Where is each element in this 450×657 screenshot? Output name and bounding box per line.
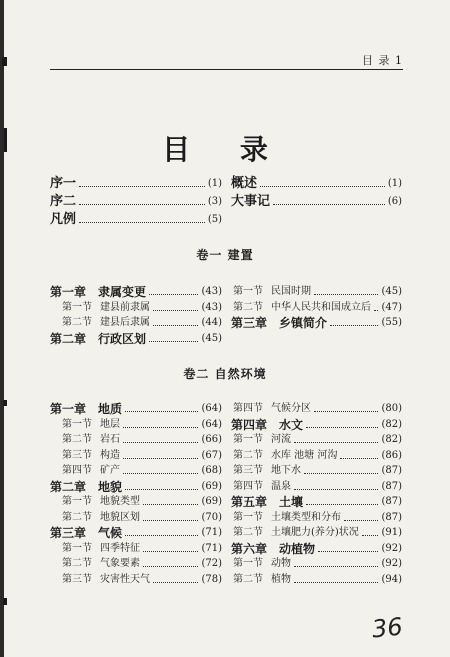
entry-label — [233, 525, 359, 541]
dot-leader — [294, 566, 378, 567]
dot-leader — [273, 204, 385, 205]
entry-number: 第二节 — [62, 511, 92, 523]
section-entry — [231, 448, 402, 464]
chapter-entry — [50, 331, 222, 347]
entry-number: 第一节 — [233, 286, 263, 297]
dot-leader — [143, 551, 198, 552]
section-entry — [50, 541, 222, 557]
dot-leader — [314, 411, 378, 412]
page-number: (87) — [381, 465, 402, 476]
section-entry — [231, 284, 402, 300]
entry-title: 土壤类型和分布 — [271, 511, 341, 523]
section-entry — [231, 479, 402, 495]
entry-title: 隶属变更 — [98, 285, 147, 299]
page-number: (45) — [381, 286, 402, 297]
entry-title: 水文 — [279, 417, 304, 432]
entry-title: 地貌 — [98, 479, 123, 494]
page-number: (92) — [381, 558, 402, 569]
chapter-entry — [50, 401, 222, 417]
dot-leader — [143, 566, 198, 567]
dot-leader — [123, 442, 198, 443]
page-number: (69) — [201, 480, 222, 492]
page-number: (5) — [207, 214, 222, 225]
dot-leader — [260, 186, 385, 187]
entry-label — [233, 572, 291, 588]
section-entry — [231, 525, 402, 541]
entry-title: 动植物 — [279, 541, 316, 556]
front-matter-entry — [50, 194, 222, 210]
page-number: (44) — [201, 317, 222, 328]
page-number: (82) — [381, 418, 402, 430]
dot-leader — [374, 310, 378, 311]
entry-number: 第二节 — [62, 558, 92, 569]
entry-label — [62, 510, 140, 526]
page-number: (64) — [201, 418, 222, 430]
scan-artifact-mark — [2, 57, 7, 66]
entry-label — [233, 510, 341, 526]
entry-label — [50, 479, 122, 495]
entry-label — [233, 556, 291, 572]
page-number: (72) — [201, 558, 222, 569]
chapter-entry — [50, 479, 222, 495]
entry-title: 矿产 — [100, 465, 120, 476]
section-entry — [50, 300, 222, 316]
entry-number: 第二章 — [50, 479, 87, 494]
chapter-entry — [50, 284, 222, 300]
page-number: (6) — [387, 196, 402, 207]
entry-label — [50, 331, 146, 347]
entry-number: 第四节 — [62, 465, 92, 476]
section-entry — [231, 300, 402, 316]
entry-number: 第一节 — [233, 511, 263, 523]
page-number: (82) — [381, 434, 402, 445]
dot-leader — [125, 411, 198, 412]
page-number: (94) — [381, 573, 402, 585]
entry-title: 地层 — [100, 418, 120, 430]
page-number: (55) — [381, 317, 402, 328]
entry-label — [62, 572, 150, 588]
entry-title: 气候 — [98, 526, 123, 540]
entry-number: 第三节 — [233, 465, 263, 476]
entry-label — [231, 194, 270, 210]
volume-title-1: 卷一 建置 — [196, 248, 254, 262]
section-entry — [231, 432, 402, 448]
entry-title: 凡例 — [50, 212, 77, 227]
entry-title: 民国时期 — [271, 286, 311, 297]
dot-leader — [294, 489, 378, 490]
dot-leader — [123, 458, 198, 459]
dot-leader — [306, 427, 378, 428]
scan-artifact-mark — [3, 598, 7, 605]
entry-title: 植物 — [271, 573, 291, 585]
section-entry — [50, 494, 222, 510]
entry-number: 第二节 — [62, 317, 92, 328]
dot-leader — [314, 294, 378, 295]
page-number: (87) — [381, 511, 402, 523]
entry-title: 建县前隶属 — [100, 301, 150, 313]
entry-title: 土壤肥力(养分)状况 — [271, 527, 359, 538]
entry-number: 第三节 — [62, 449, 92, 461]
page-number: (87) — [381, 480, 402, 492]
section-entry — [231, 401, 402, 417]
entry-title: 行政区划 — [98, 331, 147, 346]
dot-leader — [294, 582, 378, 583]
entry-title: 土壤 — [279, 495, 304, 509]
entry-label — [231, 315, 327, 331]
entry-label — [50, 525, 122, 541]
header-rule — [50, 69, 403, 70]
entry-label — [231, 541, 315, 557]
section-entry — [50, 572, 222, 588]
entry-label — [233, 463, 301, 479]
entry-title: 大事记 — [231, 194, 271, 209]
page-number: (66) — [201, 434, 222, 445]
chapter-entry — [231, 315, 402, 331]
entry-title: 地质 — [98, 402, 123, 416]
entry-number: 第四节 — [233, 480, 263, 492]
page-number: (78) — [201, 573, 222, 585]
dot-leader — [340, 458, 378, 459]
page-number: (68) — [201, 465, 222, 476]
page-number: (70) — [201, 511, 222, 523]
entry-label — [62, 300, 150, 316]
dot-leader — [79, 222, 205, 223]
entry-number: 第六章 — [231, 541, 268, 556]
section-entry — [50, 448, 222, 464]
entry-label — [233, 448, 337, 464]
dot-leader — [123, 427, 198, 428]
entry-label — [62, 541, 140, 557]
section-entry — [231, 556, 402, 572]
entry-number: 第一节 — [62, 496, 92, 507]
entry-title: 建县后隶属 — [100, 317, 150, 328]
entry-label — [62, 494, 140, 510]
page-number: (64) — [201, 403, 222, 414]
dot-leader — [143, 504, 198, 505]
entry-label — [233, 401, 311, 417]
dot-leader — [149, 341, 198, 342]
entry-label — [233, 284, 311, 300]
page-number: (47) — [381, 301, 402, 313]
entry-title: 序一 — [50, 176, 77, 191]
dot-leader — [318, 551, 378, 552]
section-entry — [231, 463, 402, 479]
entry-title: 地貌类型 — [100, 496, 140, 507]
entry-label — [62, 556, 140, 572]
entry-title: 构造 — [100, 449, 120, 461]
front-matter-entry — [50, 176, 222, 192]
entry-label — [231, 417, 303, 433]
entry-number: 第二节 — [233, 527, 263, 538]
dot-leader — [123, 473, 198, 474]
entry-number: 第五章 — [231, 495, 268, 509]
entry-number: 第四章 — [231, 417, 268, 432]
section-entry — [231, 572, 402, 588]
entry-label — [50, 176, 76, 192]
page-number: (43) — [201, 286, 222, 297]
chapter-entry — [231, 494, 402, 510]
entry-label — [62, 417, 120, 433]
dot-leader — [149, 294, 198, 295]
entry-title: 地下水 — [271, 465, 301, 476]
chapter-entry — [231, 417, 402, 433]
entry-label — [62, 432, 120, 448]
front-matter-entry — [231, 176, 402, 192]
dot-leader — [153, 310, 198, 311]
entry-label — [231, 494, 303, 510]
entry-label — [233, 479, 291, 495]
entry-title: 序二 — [50, 194, 77, 209]
entry-number: 第一节 — [62, 542, 92, 554]
dot-leader — [344, 520, 378, 521]
section-entry — [50, 315, 222, 331]
entry-label — [50, 401, 122, 417]
dot-leader — [306, 504, 378, 505]
section-entry — [50, 417, 222, 433]
chapter-entry — [231, 541, 402, 557]
entry-number: 第一节 — [62, 418, 92, 430]
front-matter-entry — [231, 194, 402, 210]
entry-title: 中华人民共和国成立后 — [271, 301, 371, 313]
entry-title: 岩石 — [100, 434, 120, 445]
page-number: (86) — [381, 449, 402, 461]
entry-number: 第一节 — [62, 301, 92, 313]
dot-leader — [143, 520, 198, 521]
entry-title: 气象要素 — [100, 558, 140, 569]
dot-leader — [125, 489, 198, 490]
entry-number: 第一节 — [233, 558, 263, 569]
entry-label — [62, 448, 120, 464]
entry-label — [62, 315, 150, 331]
entry-label — [50, 284, 146, 300]
dot-leader — [125, 535, 198, 536]
entry-number: 第三节 — [62, 573, 92, 585]
entry-title: 四季特征 — [100, 542, 140, 554]
entry-label — [233, 432, 291, 448]
page-title: 目 录 — [162, 133, 288, 166]
page-number: (67) — [201, 449, 222, 461]
entry-label — [62, 463, 120, 479]
entry-title: 动物 — [271, 558, 291, 569]
dot-leader — [330, 325, 378, 326]
entry-number: 第二节 — [233, 301, 263, 313]
section-entry — [50, 432, 222, 448]
page-number: (43) — [201, 301, 222, 313]
entry-label — [50, 212, 76, 228]
front-matter-entry — [50, 212, 222, 228]
dot-leader — [79, 204, 205, 205]
section-entry — [231, 510, 402, 526]
page-number: (91) — [381, 527, 402, 538]
section-entry — [50, 556, 222, 572]
entry-title: 灾害性天气 — [100, 573, 150, 585]
chapter-entry — [50, 525, 222, 541]
dot-leader — [79, 186, 205, 187]
dot-leader — [153, 325, 198, 326]
entry-number: 第四节 — [233, 403, 263, 414]
entry-number: 第三章 — [50, 526, 87, 540]
entry-title: 地貌区划 — [100, 511, 140, 523]
entry-title: 概述 — [231, 176, 258, 191]
page-number: (87) — [381, 496, 402, 507]
page-number: (1) — [207, 178, 222, 189]
scan-edge-shadow — [0, 0, 4, 657]
dot-leader — [362, 535, 379, 536]
page-number: (71) — [201, 527, 222, 538]
entry-number: 第二节 — [62, 434, 92, 445]
page-number: (80) — [381, 403, 402, 414]
entry-label — [231, 176, 257, 192]
page-number: (71) — [201, 542, 222, 554]
dot-leader — [304, 473, 378, 474]
entry-title: 河流 — [271, 434, 291, 445]
page-number: (1) — [387, 178, 402, 189]
entry-number: 第一章 — [50, 402, 87, 416]
section-entry — [50, 510, 222, 526]
entry-number: 第一章 — [50, 285, 87, 299]
entry-title: 乡镇简介 — [279, 316, 328, 330]
page-number: (69) — [201, 496, 222, 507]
entry-title: 气候分区 — [271, 403, 311, 414]
entry-number: 第二章 — [50, 331, 87, 346]
entry-title: 温泉 — [271, 480, 291, 492]
running-header — [50, 52, 403, 70]
entry-title: 水库 池塘 河沟 — [271, 449, 338, 461]
running-header-text: 目 录 1 — [362, 54, 403, 67]
page-number: (3) — [207, 196, 222, 207]
scan-artifact-mark — [3, 400, 7, 406]
entry-number: 第二节 — [233, 449, 263, 461]
volume-title-2: 卷二 自然环境 — [183, 367, 267, 381]
handwritten-note: 36 — [370, 612, 404, 644]
entry-label — [233, 300, 371, 316]
section-entry — [50, 463, 222, 479]
entry-number: 第三章 — [231, 316, 268, 330]
page-number: (92) — [381, 542, 402, 554]
dot-leader — [294, 442, 378, 443]
page-number: (45) — [201, 332, 222, 344]
entry-number: 第二节 — [233, 573, 263, 585]
entry-number: 第一节 — [233, 434, 263, 445]
dot-leader — [153, 582, 198, 583]
entry-label — [50, 194, 76, 210]
